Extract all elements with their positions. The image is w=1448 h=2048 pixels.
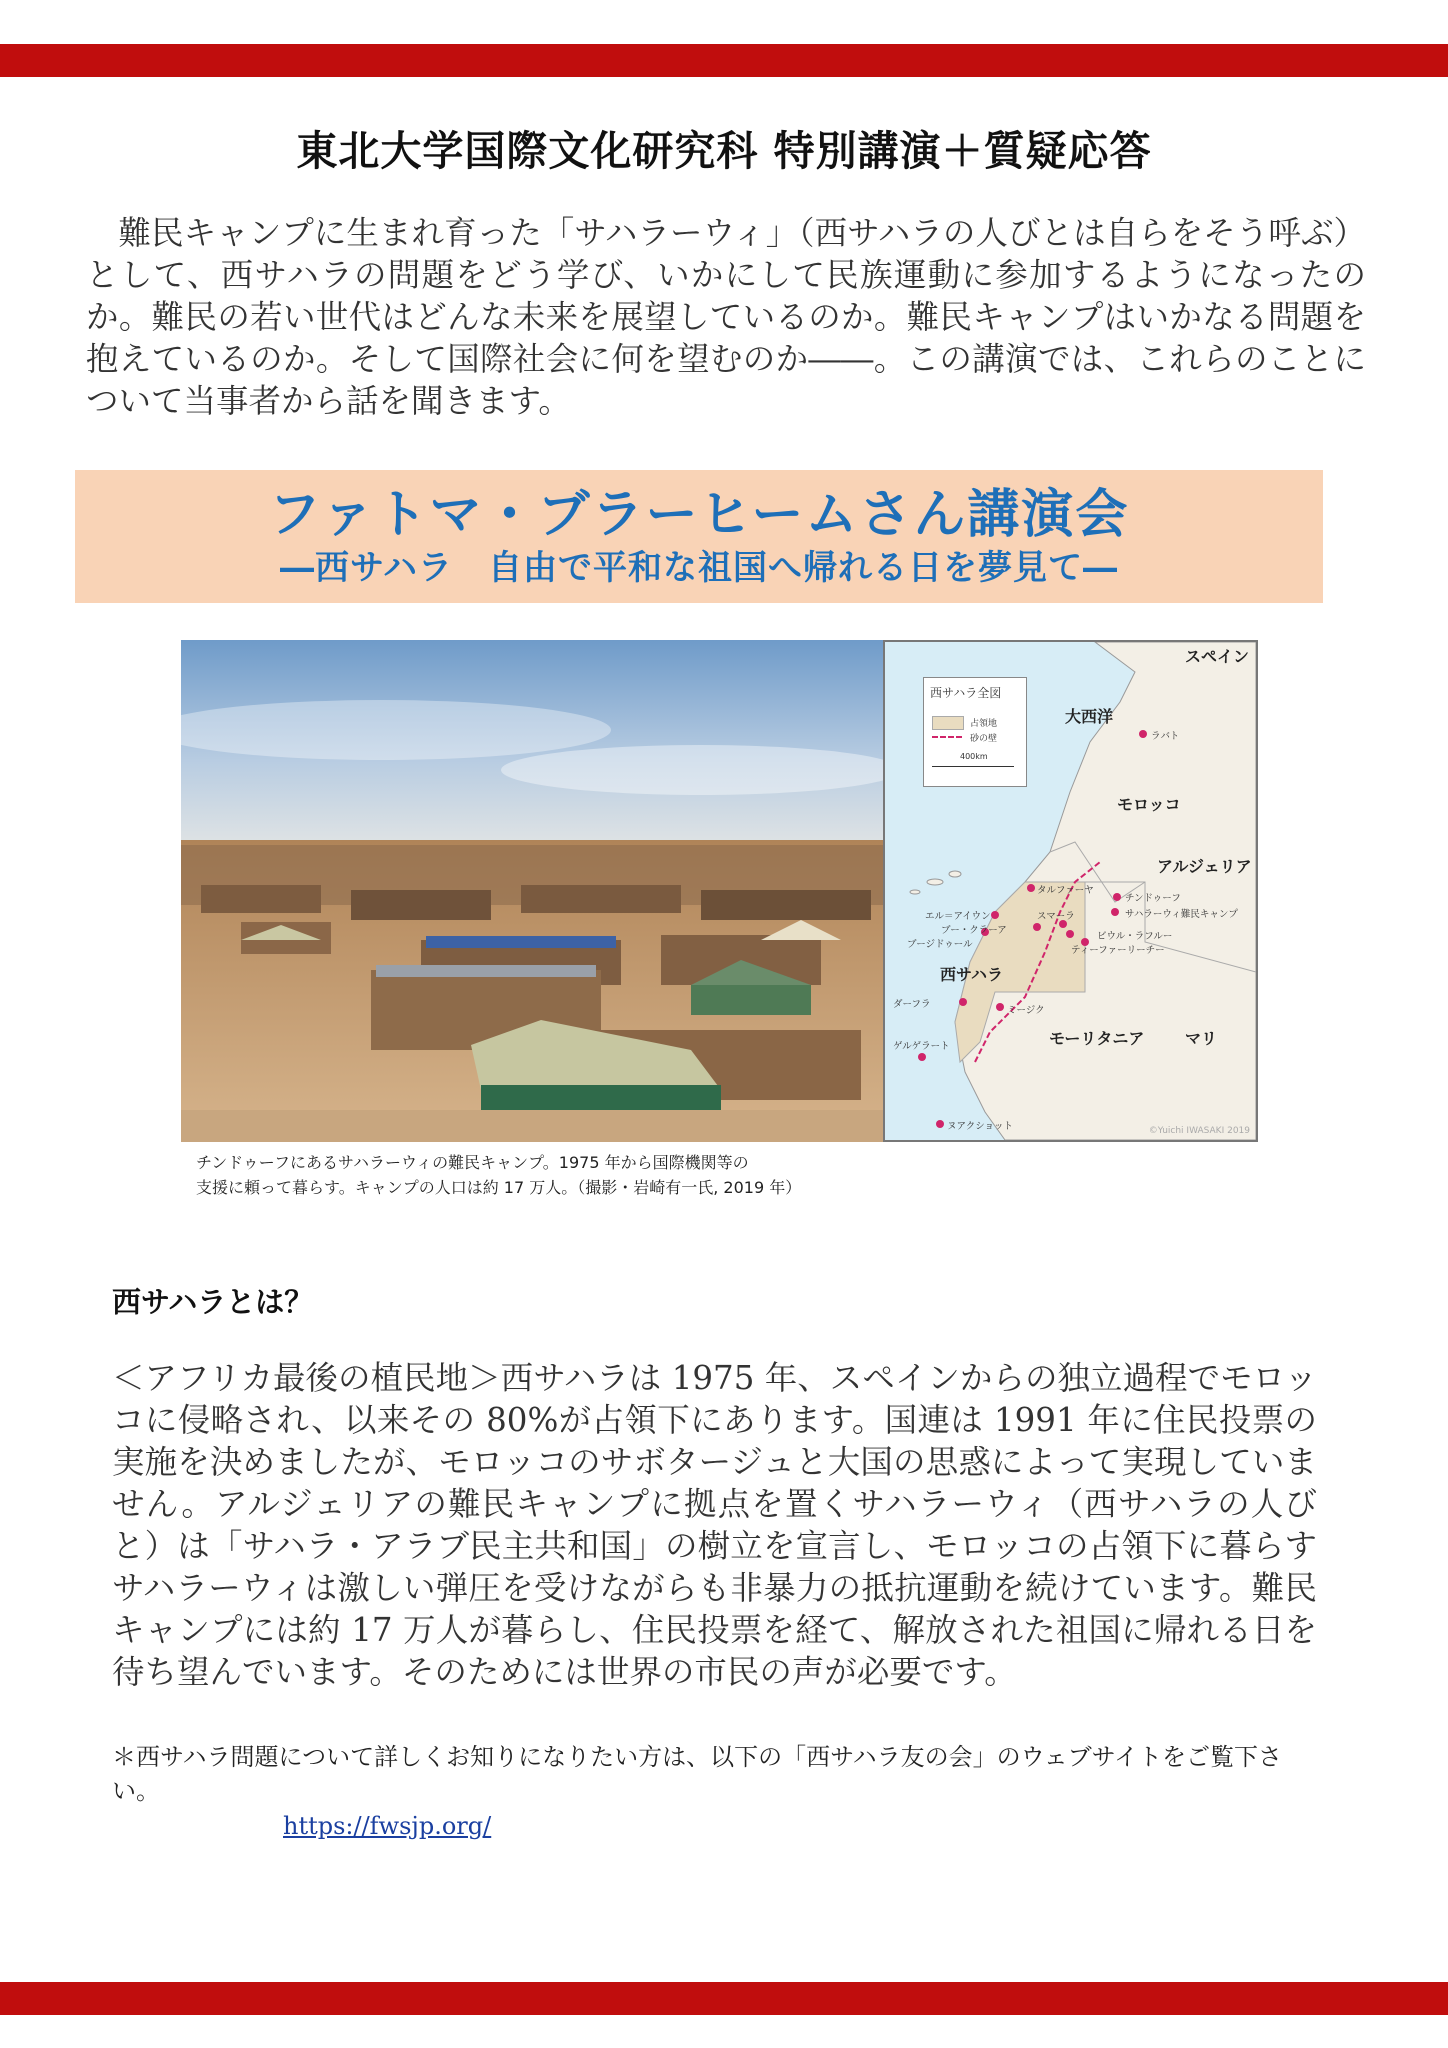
intro-paragraph: 難民キャンプに生まれ育った「サハラーウィ」（西サハラの人びとは自らをそう呼ぶ）として、西サハラの問題をどう学び、いかにして民族運動に参加するようになったのか。難民の若い世代はどんな未来を展望しているのか。難民キャンプはいかなる問題を抱えているのか。そして国際社会に何を望むのか――。この講演では、これらのことについて当事者から話を聞きます。 <box>86 214 1366 420</box>
photo-caption <box>196 1150 1096 1200</box>
label-bir-lahlou: ビウル・ラフルー <box>1097 931 1173 942</box>
western-sahara-map <box>883 640 1258 1142</box>
legend-scale: 400km <box>960 752 988 761</box>
label-morocco: モロッコ <box>1117 795 1181 814</box>
label-smara: スマーラ <box>1037 911 1075 922</box>
label-rabat: ラバト <box>1151 731 1180 742</box>
caption-line-1: チンドゥーフにあるサハラーウィの難民キャンプ。1975 年から国際機関等の <box>196 1153 749 1172</box>
label-tarfaya: タルファーヤ <box>1037 885 1094 896</box>
scale-bar <box>932 766 1014 767</box>
label-laayoune: エル＝アイウン <box>925 911 991 922</box>
label-western-sahara: 西サハラ <box>940 965 1004 984</box>
label-bojador: ブージドゥール <box>907 939 973 950</box>
banner-title: ファトマ・ブラーヒームさん講演会 <box>268 485 1130 545</box>
label-mauritania: モーリタニア <box>1049 1029 1145 1048</box>
label-algeria: アルジェリア <box>1157 857 1252 876</box>
refugee-camp-photo <box>181 640 883 1142</box>
event-banner <box>75 470 1323 603</box>
banner-subtitle: ―西サハラ 自由で平和な祖国へ帰れる日を夢見て― <box>280 548 1118 588</box>
label-tindouf: チンドゥーフ <box>1125 893 1181 904</box>
bottom-red-bar <box>0 1982 1448 2015</box>
top-red-bar <box>0 44 1448 77</box>
label-nouakchott: ヌアクショット <box>947 1121 1014 1132</box>
section-body: ＜アフリカ最後の植民地＞西サハラは 1975 年、スペインからの独立過程でモロッコに侵略され、以来その 80%が占領下にあります。国連は 1991 年に住民投票の実施を決めましたが、モロッコのサボタージュと大国の思惑によって実現していません。アルジェリアの難民キャンプに拠点を置くサハラーウィ（西サハラの人びと）は「サハラ・アラブ民主共和国」の樹立を宣言し、モロッコの占領下に暮らすサハラーウィは激しい弾圧を受けながらも非暴力の抵抗運動を続けています。難民キャンプには約 17 万人が暮らし、住民投票を経て、解放された祖国に帰れる日を待ち望んでいます。そのためには世界の市民の声が必要です。 <box>112 1359 1317 1691</box>
label-atlantic: 大西洋 <box>1065 707 1114 726</box>
label-boucraa: ブー・クラーア <box>941 925 1007 936</box>
legend-wall: 砂の壁 <box>970 734 998 744</box>
label-dakhla: ダーフラ <box>893 999 931 1010</box>
map-legend <box>923 677 1027 787</box>
map-credit: ©Yuichi IWASAKI 2019 <box>1148 1126 1250 1136</box>
label-spain: スペイン <box>1185 647 1250 666</box>
legend-title: 西サハラ全図 <box>930 686 1002 700</box>
label-mijek: ミージク <box>1007 1005 1045 1016</box>
label-guerguerat: ゲルゲラート <box>893 1041 950 1052</box>
legend-occupied: 占領地 <box>970 719 998 729</box>
occupied-swatch <box>932 716 964 730</box>
website-note: ＊西サハラ問題について詳しくお知りになりたい方は、以下の「西サハラ友の会」のウェブサイトをご覧下さい。 <box>112 1743 1282 1805</box>
label-camp: サハラーウィ難民キャンプ <box>1125 909 1238 920</box>
label-tifariti: ティーファーリーチー <box>1071 945 1165 956</box>
caption-line-2: 支援に頼って暮らす。キャンプの人口は約 17 万人。（撮影・岩崎有一氏, 2019 年） <box>196 1178 802 1197</box>
page-title: 東北大学国際文化研究科 特別講演＋質疑応答 <box>296 127 1152 175</box>
label-mali: マリ <box>1185 1029 1218 1048</box>
website-link[interactable]: https://fwsjp.org/ <box>283 1812 492 1840</box>
sand-wall-line <box>932 736 962 738</box>
section-title: 西サハラとは？ <box>112 1285 314 1319</box>
